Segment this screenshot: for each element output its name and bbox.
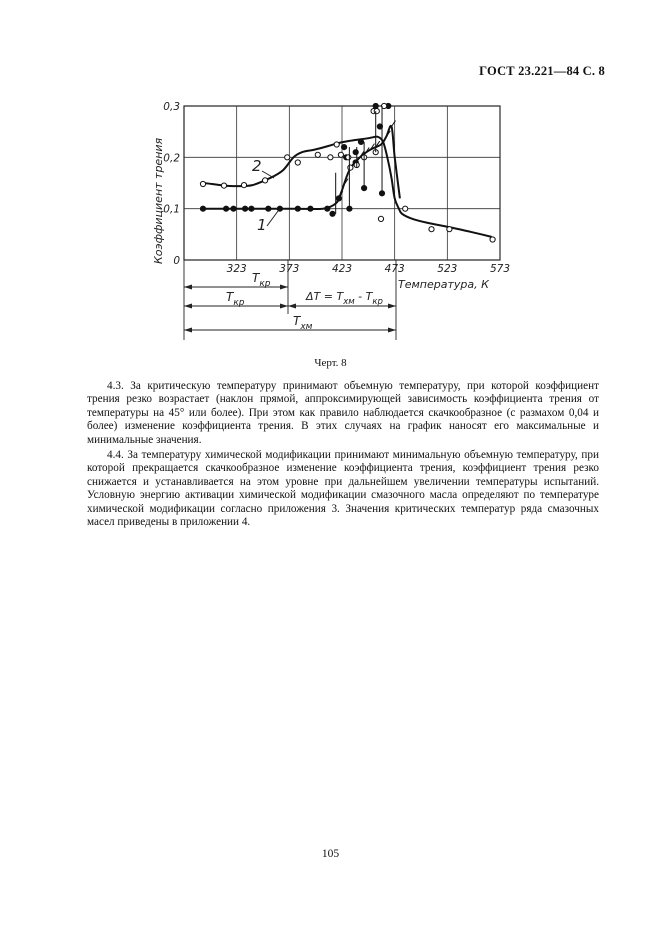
point-series-2 — [429, 227, 434, 232]
point-series-2 — [334, 142, 339, 147]
point-series-1 — [277, 206, 282, 211]
point-series-2 — [403, 206, 408, 211]
point-series-2 — [315, 152, 320, 157]
paragraph-4-3: 4.3. За критическую температуру принимают объемную температуру, при которой коэффициент трения резко возрастает (наклон прямой, аппроксимирующей зависимость коэффициента трения от температуры на 45° или более). При этом как правило наблюдается скачкообразное (с размахом 0,04 и более) изменение коэффициента трения. В этих случаях на график наносят его максимальные и минимальные значения. — [87, 380, 599, 446]
point-series-2 — [295, 160, 300, 165]
point-series-2 — [348, 165, 353, 170]
dim-label-t-kr: $T_{кр}$ — [226, 290, 245, 308]
point-series-1 — [231, 206, 236, 211]
point-series-1 — [266, 206, 271, 211]
curve-2-label: 2 — [252, 157, 262, 175]
dim-label-t-hm: $T_{хм}$ — [293, 314, 313, 332]
point-series-2 — [263, 178, 268, 183]
x-tick-label: 373 — [279, 263, 300, 275]
y-axis-title: Коэффициент трения — [152, 137, 165, 264]
point-series-2 — [328, 155, 333, 160]
x-axis-title: Температура, К — [398, 278, 489, 291]
x-tick-label: 423 — [331, 263, 353, 275]
point-series-1 — [342, 145, 347, 150]
tick-labels — [163, 101, 510, 275]
curves — [203, 126, 492, 237]
point-series-1 — [295, 206, 300, 211]
friction-chart — [140, 92, 530, 354]
point-series-1 — [325, 206, 330, 211]
dim-label-delta-t: $\Delta T = T_{хм} - T_{кр}$ — [306, 290, 383, 307]
running-header: ГОСТ 23.221—84 С. 8 — [479, 64, 605, 78]
point-series-1 — [243, 206, 248, 211]
y-tick-label: 0,2 — [163, 152, 180, 165]
point-series-1 — [373, 103, 378, 108]
paragraph-4-4: 4.4. За температуру химической модификации принимают минимальную объемную температуру, при которой прекращается скачкообразное изменение коэффициента трения, коэффициент трения резко снижается и устанавливается на этом уровне при дальнейшем увеличении температуры испытаний. Условную энергию активации химической модификации смазочного масла определяют по температуре химической модификации согласно приложения 3. Значения критических температур ряда смазочных масел приведены в приложении 4. — [87, 449, 599, 529]
curve-2-leader — [262, 171, 274, 178]
y-tick-label: 0,1 — [163, 203, 180, 216]
point-series-2 — [241, 183, 246, 188]
point-series-2 — [221, 183, 226, 188]
body-text — [87, 380, 599, 529]
point-series-1 — [200, 206, 205, 211]
grid — [184, 106, 500, 260]
point-series-2 — [346, 155, 351, 160]
point-series-1 — [353, 150, 358, 155]
point-series-1 — [308, 206, 313, 211]
curve-1-leader — [267, 211, 278, 226]
x-tick-label: 323 — [226, 263, 247, 275]
y-tick-label: 0 — [173, 255, 180, 267]
curve-1-label: 1 — [257, 216, 267, 234]
x-tick-label: 523 — [437, 263, 458, 275]
y-tick-label: 0,3 — [163, 101, 180, 113]
point-series-2 — [285, 155, 290, 160]
t-kr-axis-label: $T_{кр}$ — [252, 271, 271, 289]
x-tick-label: 573 — [489, 263, 511, 275]
point-series-2 — [200, 181, 205, 186]
point-series-1 — [330, 211, 335, 216]
point-series-1 — [224, 206, 229, 211]
point-series-1 — [336, 196, 341, 201]
point-series-2 — [447, 227, 452, 232]
figure-caption: Черт. 8 — [314, 357, 347, 369]
point-series-1 — [358, 139, 363, 144]
point-series-2 — [490, 237, 495, 242]
x-tick-label: 473 — [384, 263, 405, 275]
point-series-2 — [378, 216, 383, 221]
page-number: 105 — [321, 848, 340, 860]
point-series-2 — [374, 109, 379, 114]
point-series-1 — [249, 206, 254, 211]
point-series-2 — [338, 152, 343, 157]
